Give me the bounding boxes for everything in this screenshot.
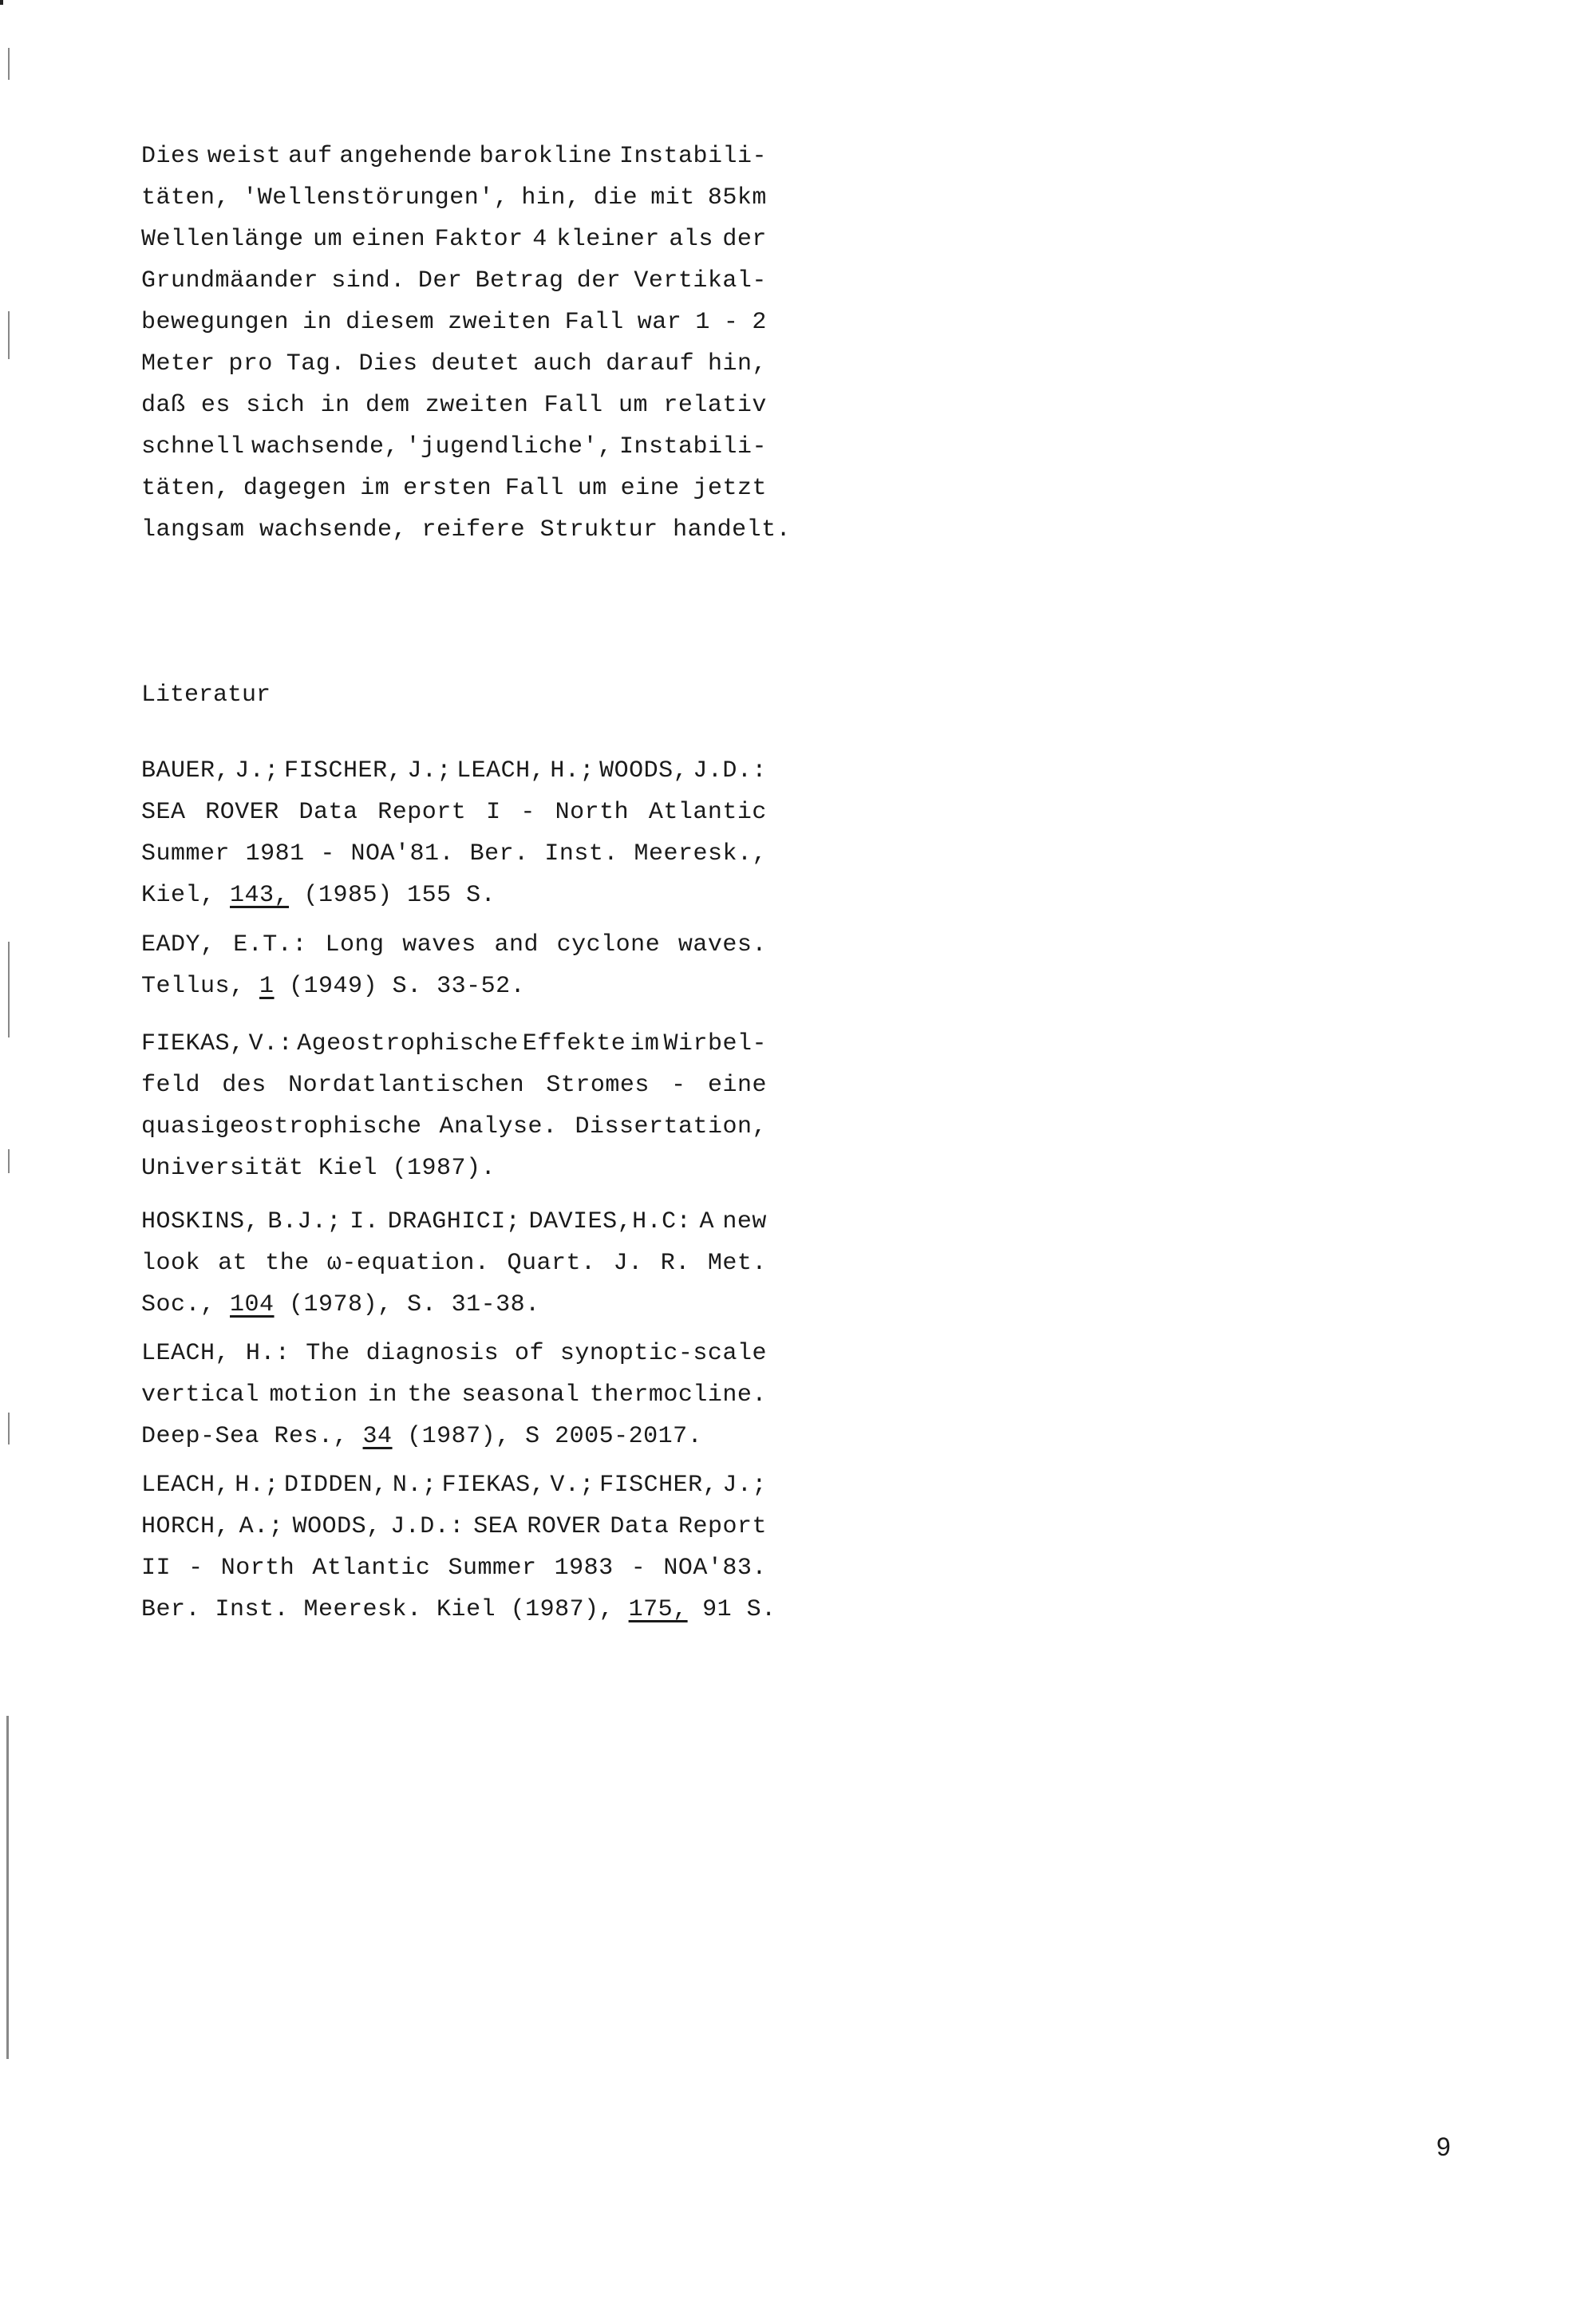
- reference-text: Deep-Sea Res.,: [141, 1423, 363, 1450]
- reference-line: quasigeostrophische Analyse. Dissertation,: [141, 1113, 767, 1140]
- scan-artifact: [6, 1716, 9, 2059]
- scan-artifact: [8, 48, 10, 80]
- reference-text: Kiel,: [141, 882, 231, 909]
- reference-text: Soc.,: [141, 1291, 231, 1318]
- scan-artifact: [8, 1413, 10, 1444]
- scan-artifact: [0, 0, 3, 5]
- reference-entry: [141, 924, 767, 1007]
- reference-entry: [141, 1464, 776, 1630]
- reference-text: Universität Kiel (1987).: [141, 1155, 496, 1182]
- reference-entry: [141, 1201, 767, 1326]
- reference-line: [141, 1416, 767, 1457]
- body-line: bewegungen in diesem zweiten Fall war 1 - 2: [141, 309, 767, 336]
- volume-number: 1: [259, 973, 275, 1000]
- reference-line: feld des Nordatlantischen Stromes - eine: [141, 1072, 767, 1099]
- body-paragraph: [141, 136, 792, 551]
- body-line: täten, dagegen im ersten Fall um eine jetzt: [141, 475, 767, 502]
- body-line: Grundmäander sind. Der Betrag der Vertikal-: [141, 267, 767, 294]
- reference-line: look at the ω-equation. Quart. J. R. Met.: [141, 1250, 767, 1277]
- volume-number: 34: [362, 1423, 393, 1450]
- reference-line: LEACH, H.; DIDDEN, N.; FIEKAS, V.; FISCHER, J.;: [141, 1472, 767, 1499]
- reference-line: [141, 875, 767, 916]
- reference-line: HORCH, A.; WOODS, J.D.: SEA ROVER Data Report: [141, 1513, 767, 1540]
- body-line: schnell wachsende, 'jugendliche', Instabili-: [141, 433, 767, 460]
- reference-line: Summer 1981 - NOA'81. Ber. Inst. Meeresk.,: [141, 840, 767, 867]
- scan-artifact: [8, 311, 10, 359]
- reference-text: (1978), S. 31-38.: [274, 1291, 540, 1318]
- reference-line: [141, 1148, 767, 1189]
- reference-line: vertical motion in the seasonal thermocline.: [141, 1381, 767, 1409]
- reference-entry: [141, 750, 767, 916]
- reference-text: (1949) S. 33-52.: [274, 973, 526, 1000]
- reference-text: Ber. Inst. Meeresk. Kiel (1987),: [141, 1596, 629, 1623]
- volume-number: 175,: [628, 1596, 688, 1623]
- scan-artifact: [8, 1149, 10, 1173]
- reference-line: HOSKINS, B.J.; I. DRAGHICI; DAVIES,H.C: A new: [141, 1208, 767, 1235]
- body-line: täten, 'Wellenstörungen', hin, die mit 85km: [141, 184, 767, 211]
- reference-text: (1987), S 2005-2017.: [392, 1423, 703, 1450]
- reference-text: (1985) 155 S.: [289, 882, 496, 909]
- reference-line: FIEKAS, V.: Ageostrophische Effekte im Wirbel-: [141, 1030, 767, 1057]
- scan-artifact: [8, 942, 10, 1037]
- reference-line: EADY, E.T.: Long waves and cyclone waves.: [141, 931, 767, 958]
- body-line: Meter pro Tag. Dies deutet auch darauf hin,: [141, 350, 767, 377]
- reference-line: II - North Atlantic Summer 1983 - NOA'83.: [141, 1555, 767, 1582]
- volume-number: 104: [230, 1291, 275, 1318]
- page-number: 9: [1436, 2132, 1451, 2161]
- reference-line: LEACH, H.: The diagnosis of synoptic-scale: [141, 1340, 767, 1367]
- reference-line: [141, 1589, 776, 1630]
- reference-entry: [141, 1333, 767, 1457]
- body-line: langsam wachsende, reifere Struktur handelt.: [141, 516, 792, 543]
- body-line: Wellenlänge um einen Faktor 4 kleiner als der: [141, 226, 767, 253]
- reference-text: 91 S.: [687, 1596, 776, 1623]
- reference-line: BAUER, J.; FISCHER, J.; LEACH, H.; WOODS, J.D.:: [141, 757, 767, 784]
- volume-number: 143,: [230, 882, 290, 909]
- body-line: daß es sich in dem zweiten Fall um relativ: [141, 392, 767, 419]
- reference-line: SEA ROVER Data Report I - North Atlantic: [141, 799, 767, 826]
- reference-line: [141, 1284, 767, 1326]
- reference-line: [141, 966, 767, 1007]
- reference-text: Tellus,: [141, 973, 260, 1000]
- reference-entry: [141, 1023, 767, 1189]
- body-line: Dies weist auf angehende barokline Instabili-: [141, 143, 767, 170]
- section-heading: Literatur: [141, 682, 271, 709]
